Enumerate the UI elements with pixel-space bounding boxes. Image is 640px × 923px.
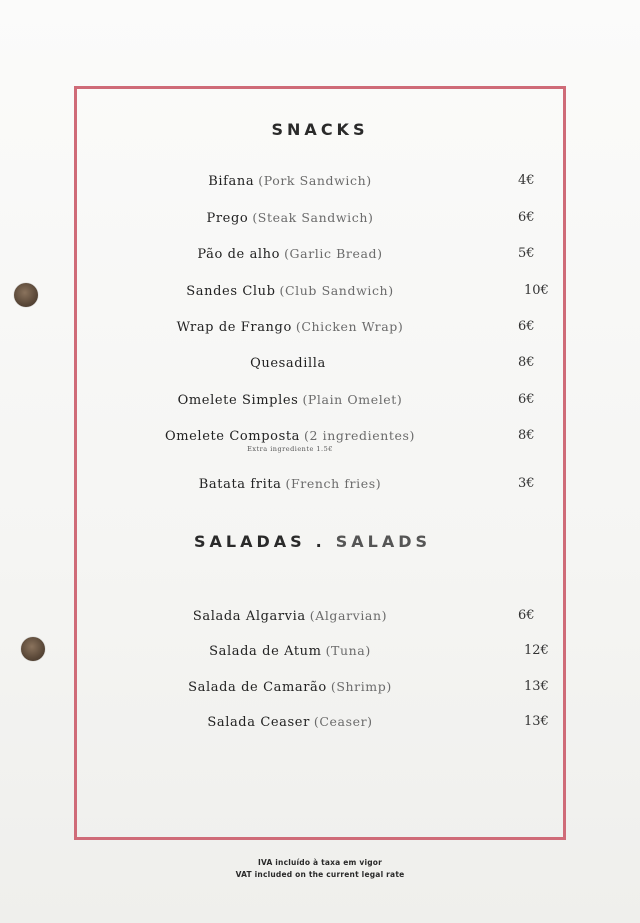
menu-item — [74, 428, 566, 458]
item-translation: (Plain Omelet) — [302, 392, 403, 407]
menu-item — [74, 679, 566, 701]
item-price: 13€ — [524, 714, 549, 729]
item-name: Bifana — [208, 174, 255, 189]
snacks-title: SNACKS — [271, 120, 369, 139]
item-translation: (2 ingredientes) — [304, 428, 416, 443]
item-translation: (Steak Sandwich) — [252, 210, 374, 225]
menu-item — [74, 355, 566, 377]
salads-title — [194, 532, 640, 551]
item-translation: (Chicken Wrap) — [295, 319, 404, 334]
item-price: 6€ — [518, 608, 535, 623]
menu-item — [74, 173, 566, 195]
item-translation: (Club Sandwich) — [279, 283, 394, 298]
item-translation: (French fries) — [285, 476, 382, 491]
item-translation: (Tuna) — [325, 643, 371, 658]
item-name: Sandes Club — [186, 284, 276, 299]
item-translation: (Garlic Bread) — [284, 246, 383, 261]
binder-hole — [21, 637, 45, 661]
menu-item — [74, 608, 566, 630]
salads-title-pt: SALADAS — [194, 532, 306, 551]
item-translation: (Pork Sandwich) — [258, 173, 372, 188]
item-name: Salada de Camarão — [188, 680, 327, 695]
salads-title-en: SALADS — [335, 532, 432, 551]
item-price: 6€ — [518, 210, 535, 225]
item-price: 4€ — [518, 173, 535, 188]
menu-item — [74, 392, 566, 414]
item-name: Wrap de Frango — [176, 320, 292, 335]
item-translation: (Algarvian) — [309, 608, 388, 623]
item-name: Salada de Atum — [209, 644, 322, 659]
item-price: 10€ — [524, 283, 549, 298]
item-price: 12€ — [524, 643, 549, 658]
footer-vat-en: VAT included on the current legal rate — [235, 870, 405, 879]
item-name: Omelete Composta — [164, 429, 301, 444]
binder-hole — [14, 283, 38, 307]
item-price: 5€ — [518, 246, 535, 261]
item-name: Salada Ceaser — [207, 715, 310, 730]
item-price: 8€ — [518, 428, 535, 443]
menu-item — [74, 246, 566, 268]
item-name: Omelete Simples — [177, 393, 299, 408]
item-name: Prego — [206, 211, 249, 226]
item-name: Salada Algarvia — [192, 609, 306, 624]
menu-item — [74, 210, 566, 232]
item-name: Quesadilla — [250, 356, 326, 371]
item-price: 6€ — [518, 392, 535, 407]
item-translation: (Ceaser) — [313, 714, 373, 729]
item-note: Extra ingrediente 1.5€ — [247, 445, 333, 453]
item-name: Pão de alho — [197, 247, 281, 262]
menu-item — [74, 283, 566, 305]
footer-vat-pt: IVA incluído à taxa em vigor — [257, 858, 383, 867]
menu-item — [74, 476, 566, 498]
title-separator: . — [315, 532, 326, 551]
item-translation: (Shrimp) — [330, 679, 392, 694]
item-price: 3€ — [518, 476, 535, 491]
item-price: 13€ — [524, 679, 549, 694]
item-price: 6€ — [518, 319, 535, 334]
menu-item — [74, 714, 566, 736]
item-price: 8€ — [518, 355, 535, 370]
menu-item — [74, 643, 566, 665]
item-name: Batata frita — [198, 477, 282, 492]
menu-item — [74, 319, 566, 341]
